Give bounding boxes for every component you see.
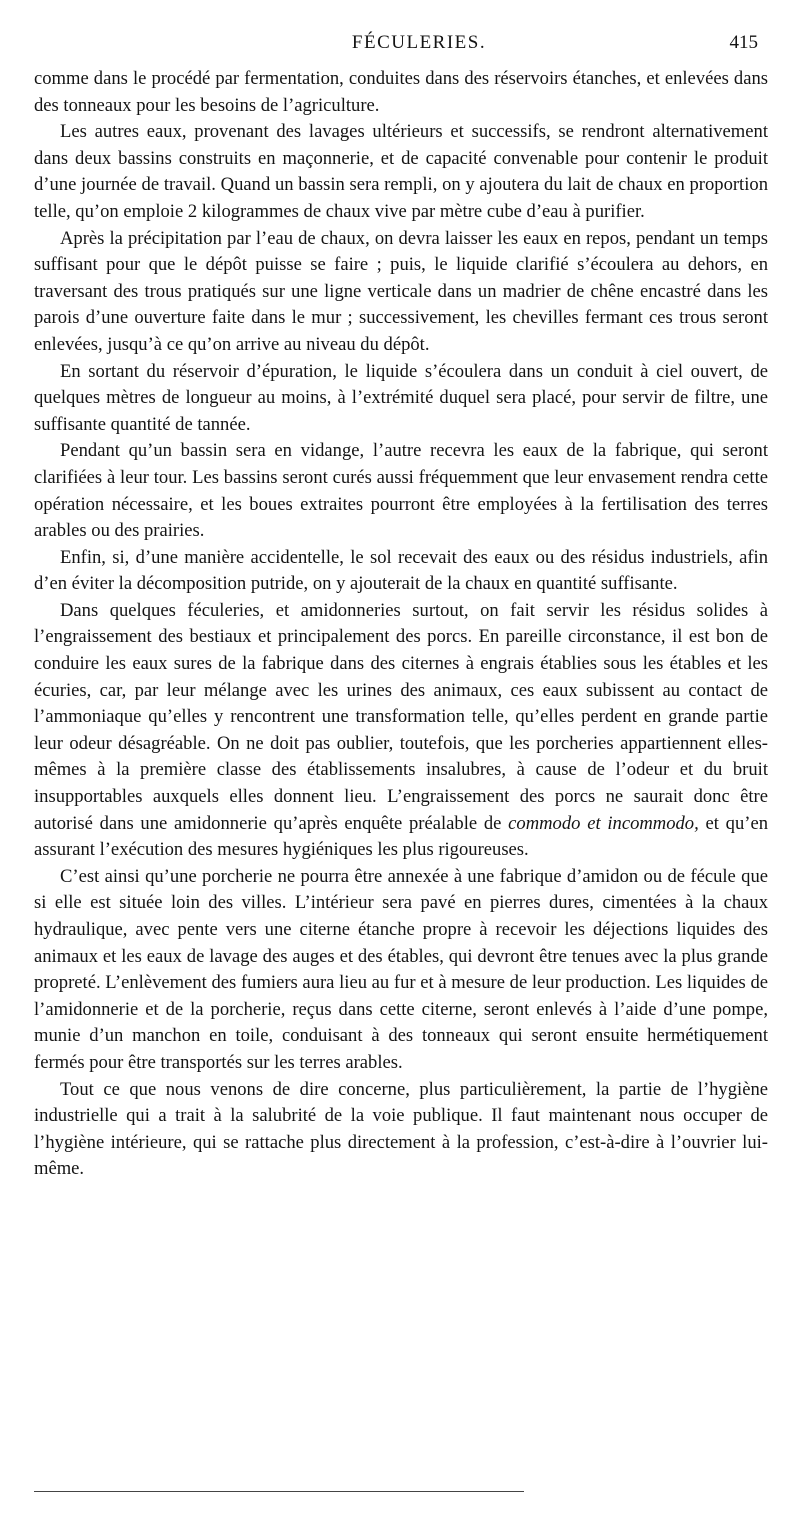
paragraph [34,545,768,598]
paragraph [34,1077,768,1183]
paragraph-text: En sortant du réservoir d’épuration, le liquide s’écoulera dans un conduit à ciel ouvert, de quelques mètres de longueur au moins, à l’extrémité duquel sera placé, pour servir de filtre, une suffisante quantité de tannée. [34,360,768,435]
paragraph [34,66,768,119]
paragraph-text: C’est ainsi qu’une porcherie ne pourra être annexée à une fabrique d’amidon ou de fécule que si elle est située loin des villes. L’intérieur sera pavé en pierres dures, cimentées à la chaux hydraulique, avec pente vers une citerne étanche propre à recevoir les déjections liquides des animaux et les eaux de lavage des auges et des étables, qui devront être tenues avec la plus grande propreté. L’enlèvement des fumiers aura lieu au fur et à mesure de leur production. Les liquides de l’amidonnerie et de la porcherie, reçus dans cette citerne, seront enlevés à l’aide d’une pompe, munie d’un manchon en toile, conduisant à des tonneaux qui seront ensuite hermétiquement fermés pour être transportés sur les terres arables. [34,865,768,1073]
paragraph [34,226,768,359]
paragraph [34,119,768,225]
paragraph [34,359,768,439]
paragraph-text: et qu’en assurant l’exécution des mesures hygiéniques les plus rigoureuses. [34,812,768,861]
page-header [34,28,768,66]
paragraph-text: Enfin, si, d’une manière accidentelle, le sol recevait des eaux ou des résidus industriels, afin d’en éviter la décomposition putride, on y ajouterait de la chaux en quantité suffisante. [34,546,768,595]
paragraph-text: Pendant qu’un bassin sera en vidange, l’autre recevra les eaux de la fabrique, qui seront clarifiées à leur tour. Les bassins seront curés aussi fréquemment que leur envasement rendra cette opération nécessaire, et les boues extraites pourront être employées à la fertilisation des terres arables ou des prairies. [34,440,768,542]
paragraph-text: Les autres eaux, provenant des lavages ultérieurs et successifs, se rendront alternativement dans deux bassins construits en maçonnerie, et de capacité convenable pour contenir le produit d’une journée de travail. Quand un bassin sera rempli, on y ajoutera du lait de chaux en proportion telle, qu’on emploie 2 kilogrammes de chaux vive par mètre cube d’eau à purifier. [34,121,768,222]
footer-rule [34,1491,524,1492]
page-number: 415 [729,32,758,53]
paragraph-text: comme dans le procédé par fermentation, conduites dans des réservoirs étanches, et enlevées dans des tonneaux pour les besoins de l’agriculture. [34,68,768,116]
italic-phrase: commodo et incommodo, [508,812,699,834]
book-page [34,28,768,1183]
paragraph [34,864,768,1077]
paragraph [34,438,768,544]
paragraph-text: Dans quelques féculeries, et amidonneries surtout, on fait servir les résidus solides à l’engraissement des bestiaux et principalement des porcs. En pareille circonstance, il est bon de conduire les eaux sures de la fabrique dans des citernes à engrais établies sous les étables et les écuries, car, par leur mélange avec les urines des animaux, ces eaux subissent au contact de l’ammoniaque qu’elles y rencontrent une transformation telle, qu’elles perdent en grande partie leur odeur désagréable. On ne doit pas oublier, toutefois, que les porcheries appartiennent elles-mêmes à la première classe des établissements insalubres, à cause de l’odeur et du bruit insupportables auxquels elles donnent lieu. L’engraissement des porcs ne saurait donc être autorisé dans une amidonnerie qu’après enquête préalable de [34,599,768,834]
body-text [34,66,768,1183]
paragraph [34,598,768,864]
running-title: FÉCULERIES. [351,32,487,53]
paragraph-text: Tout ce que nous venons de dire concerne, plus particulièrement, la partie de l’hygiène industrielle qui a trait à la salubrité de la voie publique. Il faut maintenant nous occuper de l’hygiène intérieure, qui se rattache plus directement à la profession, c’est-à-dire à l’ouvrier lui-même. [34,1078,768,1180]
paragraph-text: Après la précipitation par l’eau de chaux, on devra laisser les eaux en repos, pendant un temps suffisant pour que le dépôt puisse se faire ; puis, le liquide clarifié s’écoulera au dehors, en traversant des trous pratiqués sur une ligne verticale dans un madrier de chêne encastré dans les parois d’une ouverture faite dans le mur ; successivement, les chevilles fermant ces trous seront enlevées, jusqu’à ce qu’on arrive au niveau du dépôt. [34,227,768,355]
